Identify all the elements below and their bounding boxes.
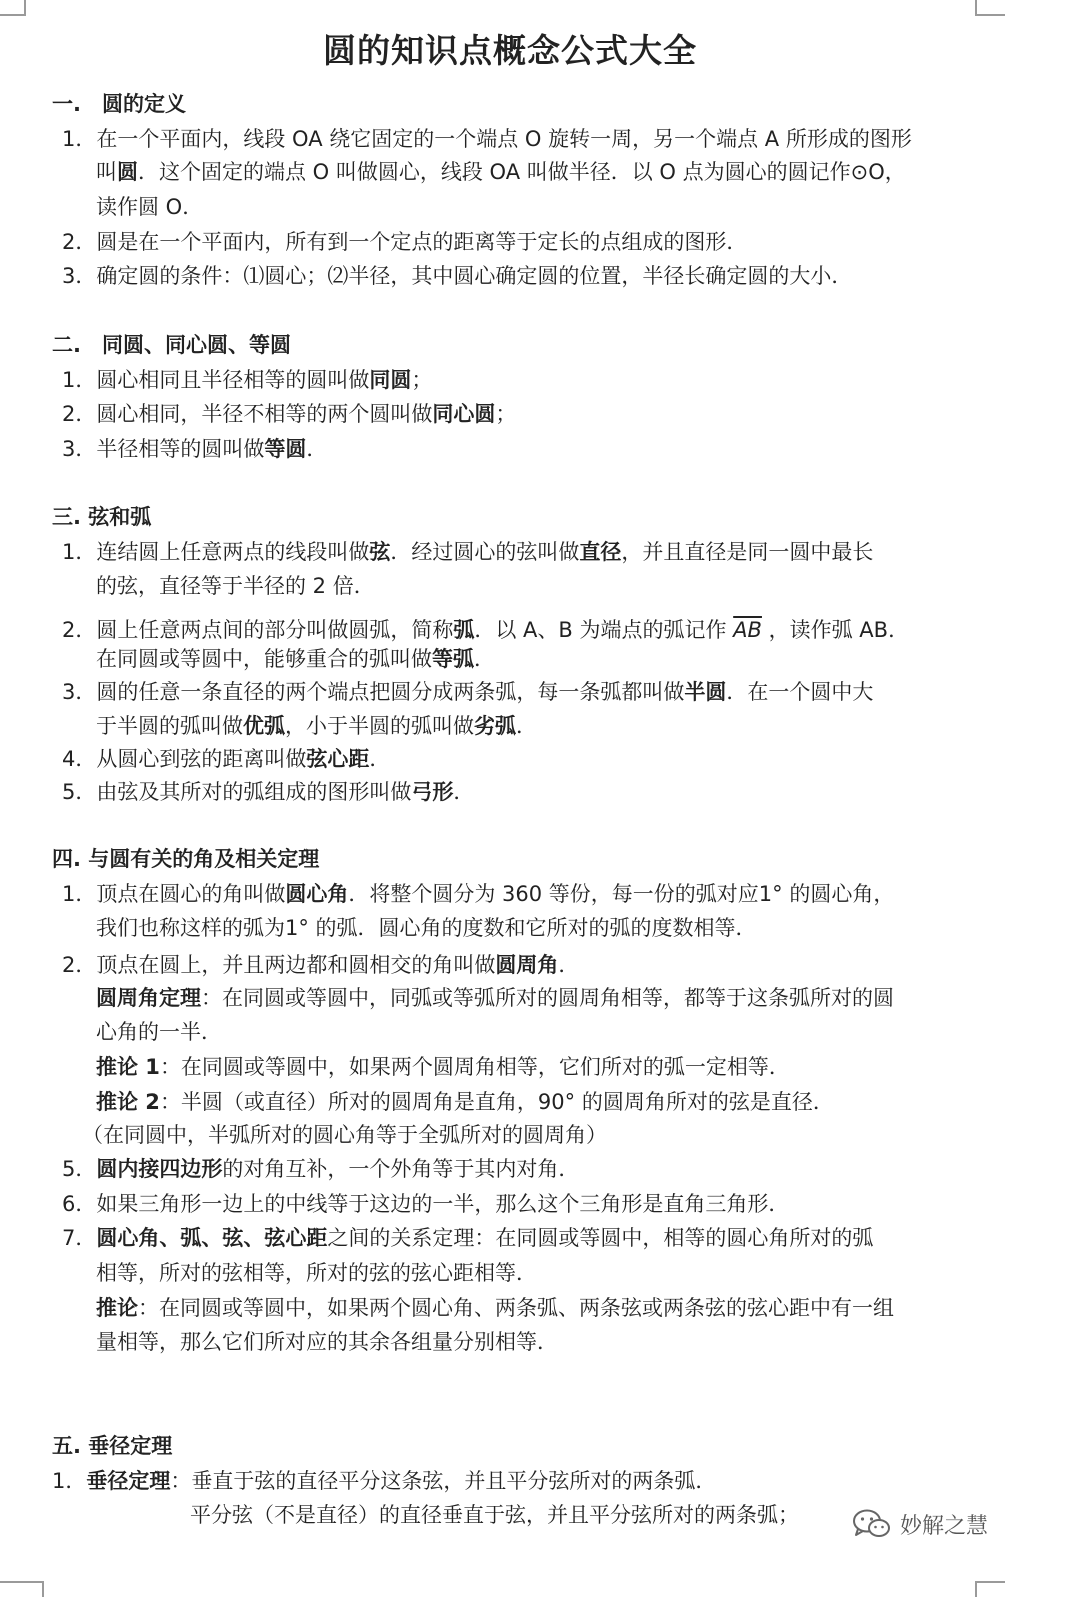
section-2-heading: 二. 同圆、同心圆、等圆 xyxy=(52,333,291,357)
s2-line-1: 1．圆心相同且半径相等的圆叫做同圆； xyxy=(62,368,433,392)
s2-line-3: 3．半径相等的圆叫做等圆． xyxy=(62,437,328,461)
arc-ab-symbol: $\overline{AB}$ xyxy=(733,618,762,642)
section-5-heading: 五. 垂径定理 xyxy=(52,1434,173,1458)
watermark xyxy=(852,1502,988,1546)
s4-line-7: 推论 2：半圆（或直径）所对的圆周角是直角，90° 的圆周角所对的弦是直径． xyxy=(96,1090,834,1114)
s3-line-6: 于半圆的弧叫做优弧，小于半圆的弧叫做劣弧． xyxy=(96,714,537,738)
s4-line-9: 5．圆内接四边形的对角互补，一个外角等于其内对角． xyxy=(62,1157,580,1181)
s1-line-2: 叫圆．这个固定的端点 O 叫做圆心，线段 OA 叫做半径．以 O 点为圆心的圆记作⊙O， xyxy=(96,160,906,184)
s4-line-10: 6．如果三角形一边上的中线等于这边的一半，那么这个三角形是直角三角形． xyxy=(62,1192,790,1216)
s4-line-2: 我们也称这样的弧为1° 的弧．圆心角的度数和它所对的弧的度数相等． xyxy=(96,916,757,940)
s1-line-4: 2．圆是在一个平面内，所有到一个定点的距离等于定长的点组成的图形． xyxy=(62,230,748,254)
crop-mark-top-left xyxy=(0,0,26,16)
s1-line-3: 读作圆 O． xyxy=(96,195,204,219)
s4-line-3: 2．顶点在圆上，并且两边都和圆相交的角叫做圆周角． xyxy=(62,953,580,977)
crop-mark-bottom-right xyxy=(975,1581,1005,1597)
s5-line-2: 平分弦（不是直径）的直径垂直于弦，并且平分弦所对的两条弧； xyxy=(190,1503,799,1527)
s3-line-5: 3．圆的任意一条直径的两个端点把圆分成两条弧，每一条弧都叫做半圆．在一个圆中大 xyxy=(62,680,874,704)
s4-line-6: 推论 1：在同圆或等圆中，如果两个圆周角相等，它们所对的弧一定相等． xyxy=(96,1055,790,1079)
s4-line-12: 相等，所对的弦相等，所对的弦的弦心距相等． xyxy=(96,1261,537,1285)
s2-line-2: 2．圆心相同，半径不相等的两个圆叫做同心圆； xyxy=(62,402,517,426)
s3-line-3: 2．圆上任意两点间的部分叫做圆弧，简称弧．以 A、B 为端点的弧记作 $\overline{AB}$ ，读作弧 AB． xyxy=(62,618,910,642)
s1-line-5: 3．确定圆的条件：⑴圆心；⑵半径，其中圆心确定圆的位置，半径长确定圆的大小． xyxy=(62,264,853,288)
section-3-heading: 三. 弦和弧 xyxy=(52,505,152,529)
s4-line-1: 1．顶点在圆心的角叫做圆心角．将整个圆分为 360 等份，每一份的弧对应1° 的圆心角， xyxy=(62,882,895,906)
wechat-icon xyxy=(852,1508,892,1540)
s4-line-4: 圆周角定理：在同圆或等圆中，同弧或等弧所对的圆周角相等，都等于这条弧所对的圆 xyxy=(96,986,894,1010)
s3-line-1: 1．连结圆上任意两点的线段叫做弦．经过圆心的弦叫做直径，并且直径是同一圆中最长 xyxy=(62,540,874,564)
page-title: 圆的知识点概念公式大全 xyxy=(323,31,697,70)
s5-line-1: 1．垂径定理：垂直于弦的直径平分这条弦，并且平分弦所对的两条弧． xyxy=(52,1469,717,1493)
s3-line-7: 4．从圆心到弦的距离叫做弦心距． xyxy=(62,747,391,771)
s3-line-4: 在同圆或等圆中，能够重合的弧叫做等弧． xyxy=(96,647,495,671)
s4-line-14: 量相等，那么它们所对应的其余各组量分别相等． xyxy=(96,1330,558,1354)
section-1-heading: 一. 圆的定义 xyxy=(52,92,186,116)
watermark-text: 妙解之慧 xyxy=(900,1513,989,1539)
crop-mark-top-right xyxy=(975,0,1005,16)
s4-line-8: （在同圆中，半弧所对的圆心角等于全弧所对的圆周角） xyxy=(82,1123,607,1147)
s3-line-2: 的弦，直径等于半径的 2 倍． xyxy=(96,574,375,598)
s4-line-5: 心角的一半． xyxy=(96,1020,222,1044)
s4-line-11: 7．圆心角、弧、弦、弦心距之间的关系定理：在同圆或等圆中，相等的圆心角所对的弧 xyxy=(62,1226,874,1250)
s3-line-8: 5．由弦及其所对的弧组成的图形叫做弓形． xyxy=(62,780,475,804)
crop-mark-bottom-left xyxy=(0,1581,44,1597)
s1-line-1: 1．在一个平面内，线段 OA 绕它固定的一个端点 O 旋转一周，另一个端点 A 所形成的图形 xyxy=(62,127,912,151)
s4-line-13: 推论：在同圆或等圆中，如果两个圆心角、两条弧、两条弦或两条弦的弦心距中有一组 xyxy=(96,1296,894,1320)
section-4-heading: 四. 与圆有关的角及相关定理 xyxy=(52,847,320,871)
